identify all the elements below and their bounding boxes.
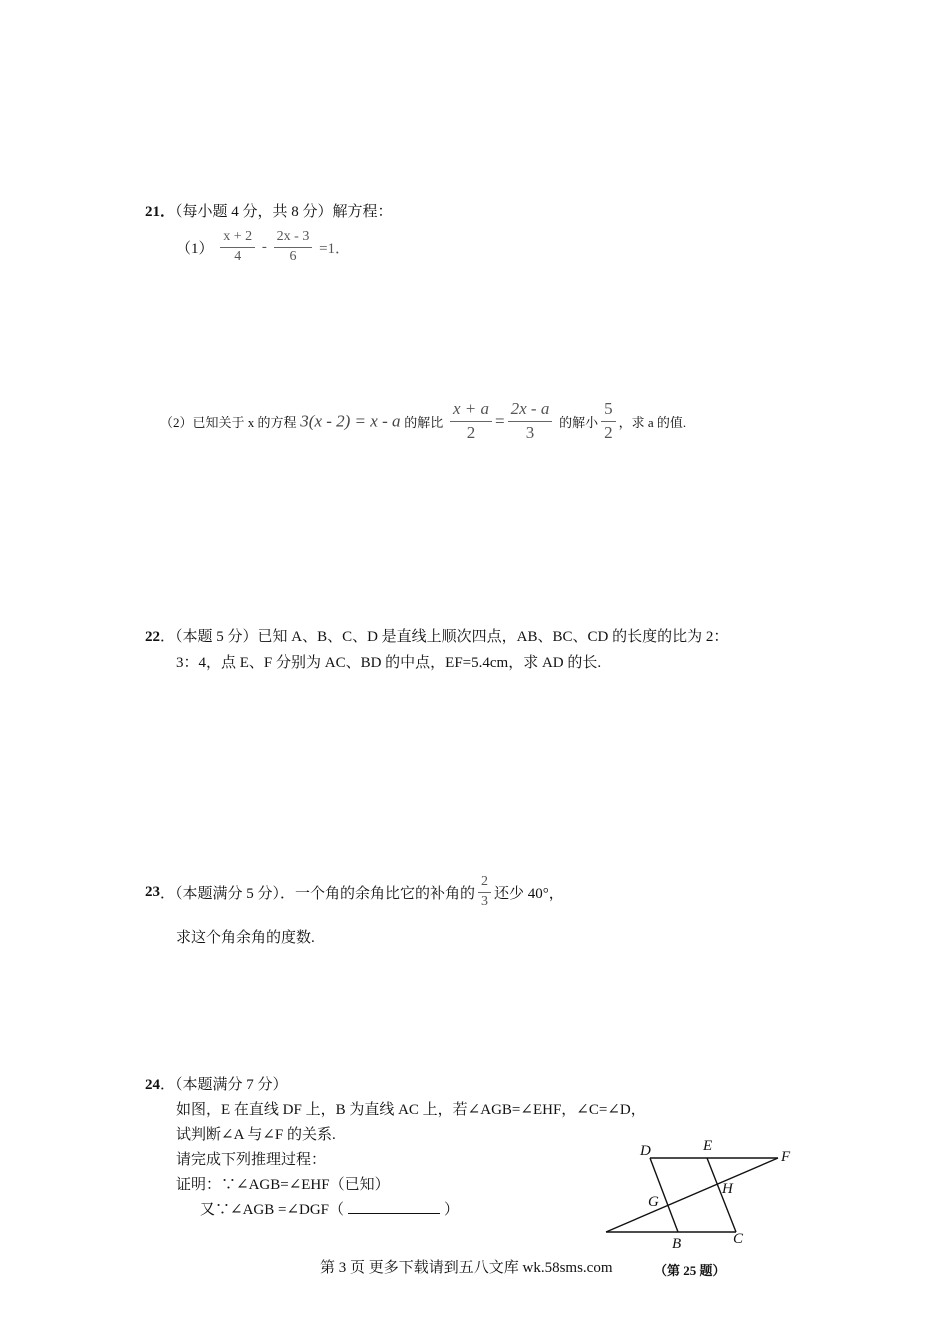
q21-intro: （每小题 4 分，共 8 分）解方程： — [175, 204, 393, 220]
q24-line4: 证明：∵∠AGB=∠EHF（已知） — [176, 1177, 390, 1193]
figure-caption: （第 25 题） — [654, 1263, 726, 1278]
q23-line2: 求这个角余角的度数. — [176, 930, 315, 946]
label-d: D — [640, 1143, 651, 1159]
q21-p1-f1-numerator: x + 2 — [220, 228, 255, 248]
label-b: B — [672, 1236, 682, 1252]
q21-p1-label: （1） — [176, 240, 214, 257]
line-af — [606, 1158, 778, 1232]
label-f: F — [781, 1149, 791, 1165]
q21-p1-minus: - — [261, 238, 267, 255]
q24-line1: 如图，E 在直线 DF 上，B 为直线 AC 上，若∠AGB=∠EHF，∠C=∠D， — [176, 1102, 646, 1118]
q23-line1 — [145, 873, 564, 912]
q22-line1 — [145, 625, 728, 646]
q21-p1-f1-denominator: 4 — [234, 248, 242, 264]
q23-fraction — [478, 873, 491, 912]
q21-part1 — [176, 228, 350, 267]
q24-answer-blank — [348, 1199, 440, 1214]
q21-p1-fraction-1 — [220, 228, 255, 267]
q21-p1-rhs: =1． — [319, 240, 351, 257]
q21-p2-text3: 的解小 — [559, 414, 599, 430]
q23-number: 23 — [145, 883, 160, 900]
q22-number: 22 — [145, 629, 160, 645]
q21-p2-f1-numerator: x + a — [450, 398, 492, 422]
q22-line2: 3：4，点 E、F 分别为 AC、BD 的中点，EF=5.4cm，求 AD 的长. — [176, 655, 602, 671]
q21-p2-f1-denominator: 2 — [466, 422, 476, 442]
q23-text2: 还少 40°， — [494, 885, 564, 902]
label-e: E — [703, 1138, 713, 1154]
q21-p2-f3-numerator: 5 — [601, 398, 616, 422]
label-h: H — [722, 1181, 733, 1197]
q24-line2: 试判断∠A 与∠F 的关系. — [176, 1127, 336, 1143]
q23-text1: ．（本题满分 5 分）．一个角的余角比它的补角的 — [160, 885, 476, 902]
q21-p1-f2-denominator: 6 — [289, 248, 297, 264]
q21-heading — [145, 200, 393, 221]
q21-p2-f2-denominator: 3 — [525, 422, 535, 442]
q24-line5-end: ） — [444, 1202, 460, 1218]
q21-part2 — [160, 398, 686, 445]
q21-p2-f3-denominator: 2 — [604, 422, 613, 442]
q23-frac-numerator: 2 — [478, 873, 491, 893]
q24-line3: 请完成下列推理过程： — [176, 1152, 327, 1168]
q24-title: ．（本题满分 7 分） — [160, 1077, 288, 1093]
page-footer: 第 3 页 更多下载请到五八文库 wk.58sms.com — [320, 1260, 613, 1276]
q21-p2-fraction-3 — [601, 398, 616, 445]
q21-p2-equation: 3(x - 2) = x - a — [300, 411, 401, 431]
label-c: C — [733, 1231, 744, 1247]
q24-number: 24 — [145, 1077, 160, 1093]
q21-p2-text2: 的解比 — [404, 414, 444, 430]
q22-text-line1: ．（本题 5 分）已知 A、B、C、D 是直线上顺次四点，AB、BC、CD 的长度的比为 2： — [160, 629, 729, 645]
q21-p2-label: （2） — [160, 414, 193, 430]
q24-heading — [145, 1073, 288, 1094]
q21-p2-fraction-2 — [508, 398, 553, 445]
q23-frac-denominator: 3 — [481, 893, 489, 909]
geometry-figure — [596, 1130, 806, 1255]
label-g: G — [648, 1194, 659, 1210]
q24-line5-start: 又∵∠AGB =∠DGF（ — [200, 1202, 345, 1218]
q24-line5 — [200, 1198, 459, 1219]
q21-p2-fraction-1 — [450, 398, 492, 445]
q21-p1-f2-numerator: 2x - 3 — [274, 228, 313, 248]
q21-number: 21． — [145, 204, 176, 220]
q21-p2-text1: 已知关于 x 的方程 — [192, 414, 297, 430]
q21-p2-f2-numerator: 2x - a — [508, 398, 553, 422]
q21-p1-fraction-2 — [274, 228, 313, 267]
q21-p2-equals: = — [495, 411, 505, 431]
q21-p2-text4: ，求 a 的值. — [618, 414, 687, 430]
